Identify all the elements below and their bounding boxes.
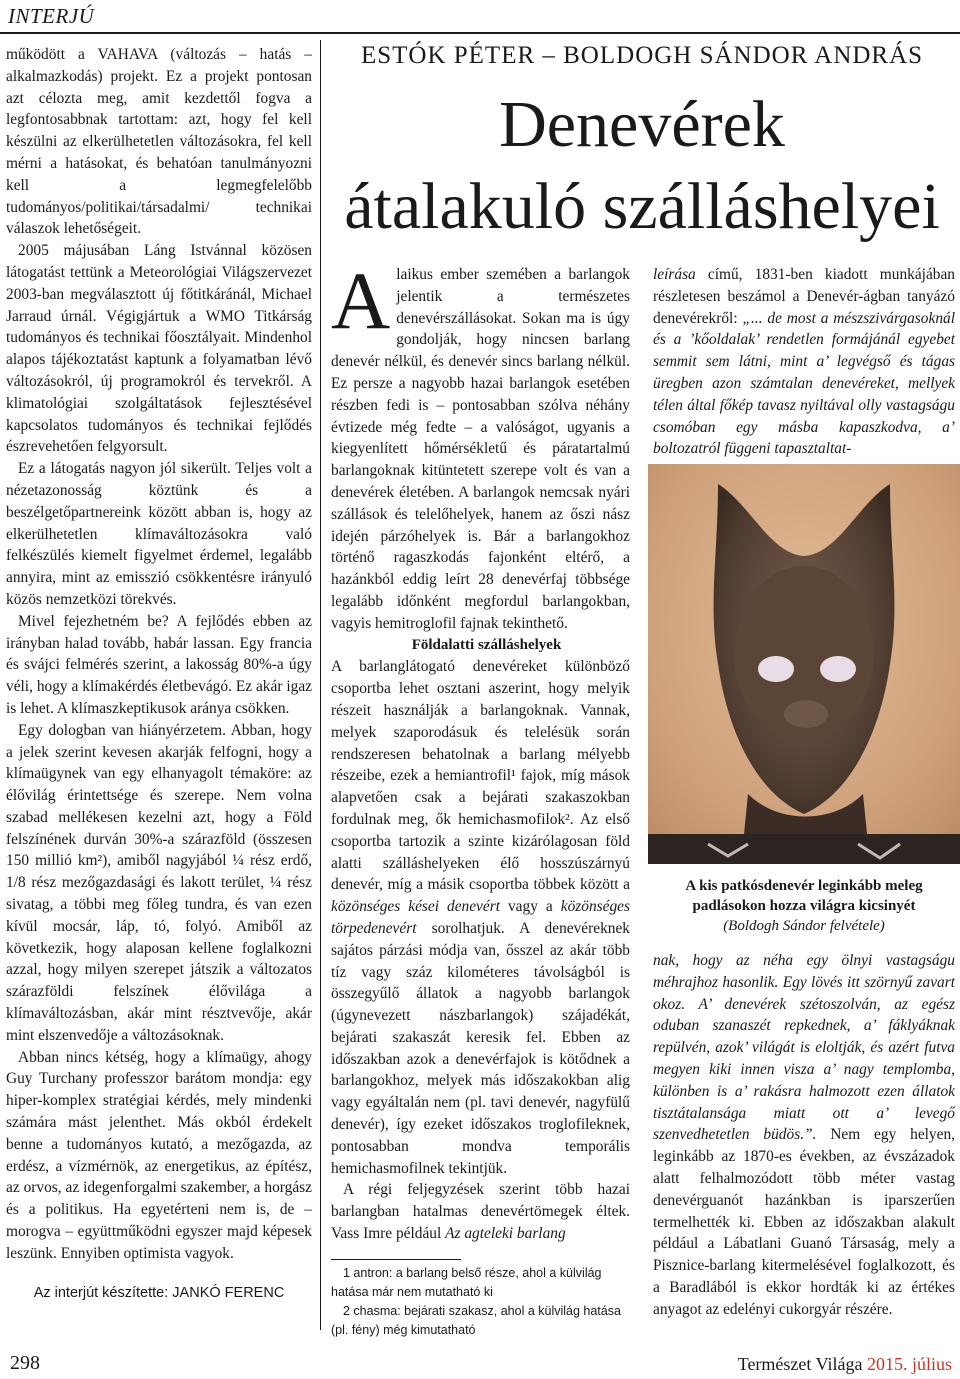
drop-cap: A xyxy=(331,255,391,346)
article-middle-column xyxy=(331,255,630,1337)
interview-paragraph: működött a VAHAVA (változás – hatás – alkalmazkodás) projekt. Ez a projekt pontosan azt célozta meg, amit kezdettől fogva a legfontosabbnak tartottam: azt, hogy fel kell készülni az elkerülhetetlen változásokra, fel kell mérni a hatásokat, és behatóan tanulmányozni kell a legmegfelelőbb tudományos/politikai/társadalmi/ technikai válaszok lehetőségeit. xyxy=(6,46,312,238)
quote-paragraph xyxy=(653,264,955,460)
interview-paragraph: Mivel fejezhetném be? A fejlődés ebben az irányban halad tovább, habár lassan. Egy francia és svájci felmérés szerint, a lakosság 80%-a úgy véli, hogy a klímakérdés életbevágó. Ez akár igaz is lehet. A klímaszkeptikusok aránya csökken. xyxy=(6,612,312,717)
caption-credit: (Boldogh Sándor felvétele) xyxy=(723,918,885,934)
body-text: vagy a xyxy=(499,898,561,916)
species-name: közönséges törpedenevért xyxy=(331,898,630,937)
section-tag: INTERJÚ xyxy=(8,4,95,28)
body-paragraph xyxy=(331,1179,630,1244)
body-text: sorolhatjuk. A denevéreknek sajátos párzási módja van, ősszel az akár több tíz vagy száz kilométeres távolságból is összegyűlő állatok a nagyobb barlangok (úgynevezett nászbarlangok) szájadékát, bejárati szakaszát keresik fel. Ebben az időszakban azok a denevérfajok is kötődnek a barlangokhoz, melyek más időszakokban alig vagy egyáltalán nem (pl. tavi denevér, nagyfülű denevér), így ezeket időszakos troglofileknek, pontosabban mondva temporális hemichasmofilnek tekintjük. xyxy=(331,919,630,1177)
interview-column xyxy=(6,44,312,1314)
species-name: közönséges kései denevért xyxy=(331,898,500,916)
bat-illustration xyxy=(648,464,960,864)
caption-text: A kis patkósdenevér leginkább meleg padlásokon hozza világra kicsinyét xyxy=(685,878,923,914)
body-text: A régi feljegyzések szerint több hazai barlangban hatalmas denevértömegek éltek. Vass Imre például xyxy=(331,1181,630,1243)
interview-paragraph: 2005 májusában Láng Istvánnal közösen látogatást tettünk a Meteorológiai Világszervezet 2003-ban megválasztott új főtitkáránál, Michael Jarraud úrnál. Végigjártuk a WMO Titkárság tudományos és technikai főosztályait. Mindenhol alapos tájékoztatást kaptunk a folyamatban lévő változásokról, új programokról és tervekről. A klimatológiai szolgáltatások fejlesztésével kapcsolatos tudományos és technikai fejlődés észrevehetően felgyorsult. xyxy=(6,242,312,456)
journal-footer xyxy=(738,1354,952,1375)
page-number: 298 xyxy=(10,1352,40,1374)
subheading: Földalatti szálláshelyek xyxy=(411,636,562,653)
intro-paragraph xyxy=(331,255,630,635)
body-text: Nem egy helyen, leginkább az 1870-es években, az évszázadok alatt felhalmozódott több méter vastag denevérguanót hazánkban is iparszerűen termelhették ki. Ebben az időszakban alakult például a Lábatlani Guanó Társaság, mely a Pisznice-barlang kitermelésével foglalkozott, és a Baradlából is ekkor hordták ki az értékes anyagot az edelényi cukorgyár részére. xyxy=(653,1126,955,1318)
article-title xyxy=(330,84,954,248)
body-paragraph xyxy=(331,656,630,1179)
article-right-column-bottom xyxy=(653,950,955,1318)
body-text: című, 1831-ben kiadott munkájában részletesen beszámol a Denevér-ágban tanyázó denevérekről: xyxy=(653,266,955,327)
photo-caption xyxy=(648,876,960,936)
article-right-column-top xyxy=(653,264,955,464)
footnote-rule xyxy=(331,1259,461,1260)
footnote: 1 antron: a barlang belső része, ahol a külvilág hatása már nem mutatható ki xyxy=(331,1265,602,1299)
interview-paragraph: Abban nincs kétség, hogy a klímaügy, ahogy Guy Turchany professzor barátom mondja: egy hiper-komplex stratégiai kérdés, mely mindenki számára mást jelenthet. Más okból érdekelt benne a tudományos kutató, a mezőgazda, az erdész, a vízmérnök, az energetikus, az építész, az orvos, az idegenforgalmi szakember, a horgász és a politikus. Ha egyetérteni nem is, de – morogva – együttműködni egyszer majd képesek leszünk. Ennyiben optimista vagyok. xyxy=(6,1048,312,1262)
title-line: átalakuló szálláshelyei xyxy=(344,170,940,243)
body-paragraph xyxy=(653,950,955,1321)
header-rule xyxy=(0,32,960,34)
body-text: A barlanglátogató denevéreket különböző csoportba lehet osztani aszerint, hogy melyik részeit használják a barlangoknak. Vannak, melyek szaporodásuk és telelésük során rendszeresen behatolnak a barlang mélyebb részeibe, ezek a hemiantrofil¹ fajok, míg mások alapvetően csak a bejárati szakaszokban fordulnak meg, ők hemichasmofilok². Az első csoportba tartozik a szinte kizárólagosan föld alatti szálláshelyeken élő hosszúszárnyú denevér, míg a másik csoportba többek között a xyxy=(331,658,630,894)
historic-quote: nak, hogy az néha egy ölnyi vastagságu méhrajhoz hasonlik. Egy lövés itt szörnyű zavart okoz. A’ denevérek szétoszolván, az egész oduban szanaszét repkednek, a’ fáklyáknak repülvén, azok’ világát is eloltják, és azért futva megyen kiki innen visza a’ nagy templomba, különben is a’ rakásra halmozott ezen állatok tisztátalansága miatt ott a’ levegő szenvedhetetlen büdös.”. xyxy=(653,952,955,1144)
interview-paragraph: Egy dologban van hiányérzetem. Abban, hogy a jelek szerint kevesen akarják felfogni, hogy a klímaügynek van egy elhanyagolt témaköre: az élővilág érintettsége és szerepe. Nem volna szabad mellékesen kezelni azt, hogy a Föld felszínének durván 30%-a szárazföld (összesen 150 millió km²), amiből nagyjából ¼ rész erdő, 1/8 rész mezőgazdasági és lakott terület, ¼ rész sivatag, a többi meg főleg tundra, és van ezen kívül mocsár, láp, tó, folyó. Amiből az következik, hogy alaposan kellene foglalkozni azzal, hogy milyen szerepet játszik a változatos szárazföldi felszínek élővilága a klímaváltozásban, akár mint résztvevője, akár mint elszenvedője a változásoknak. xyxy=(6,721,312,1044)
journal-issue: 2015. július xyxy=(866,1354,952,1374)
interview-paragraph: Ez a látogatás nagyon jól sikerült. Teljes volt a nézetazonosság köztünk és a beszélgetőpartnereink között abban is, hogy az elkerülhetetlen klímaváltozásokra való felkészülés kiemelt figyelmet érdemel, legalább annyira, mint az emisszió csökkentésre irányuló közös nemzetközi törekvés. xyxy=(6,460,312,608)
book-title: Az agteleki barlang xyxy=(445,1225,566,1243)
journal-name: Természet Világa xyxy=(737,1354,863,1374)
footnote: 2 chasma: bejárati szakasz, ahol a külvilág hatása (pl. fény) még kimutatható xyxy=(331,1303,621,1337)
column-divider xyxy=(320,40,321,1330)
title-line: Denevérek xyxy=(499,88,785,161)
interview-credit: Az interjút készítette: JANKÓ FERENC xyxy=(33,1284,285,1301)
bat-photo xyxy=(648,464,960,864)
article-authors: ESTÓK PÉTER – BOLDOGH SÁNDOR ANDRÁS xyxy=(360,42,924,69)
body-text: leírása xyxy=(653,266,696,283)
historic-quote: „... de most a mészszivárgasoknál és a ’kőoldalak’ rendetlen formájánál egyebet semmit sem látni, mint a’ legvégső és tágas üregben azon számtalan denevéreket, mellyek télen által főkép tavasz nyiltával olly vastagságu csomóban egy másba kapaszkodva, a’ boltozatról függeni tapasztaltat- xyxy=(653,309,955,458)
intro-text: laikus ember szemében a barlangok jelentik a természetes denevérszállásokat. Sokan ma is úgy gondolják, hogy nincsen barlang denevér nélkül, és denevér sincs barlang nélkül. Ez persze a nagyobb hazai barlangok esetében részben fedi is – pontosabban szólva néhány évtizede még fedte – a valóságot, ugyanis a kiegyenlített hőmérsékletű és páratartalmú barlangoknak kitüntetett szerepe volt és van a denevérek életében. A barlangok nemcsak nyári szállások és telelőhelyek, hanem az őszi nász idején párzóhelyek is. Bár a barlangokhoz történő ragaszkodás fajonként eltérő, a hazánkból eddig leírt 28 denevérfaj többsége legalább időnként megfordul barlangokban, vagyis hemitroglofil fajnak tekinthető. xyxy=(331,266,630,632)
